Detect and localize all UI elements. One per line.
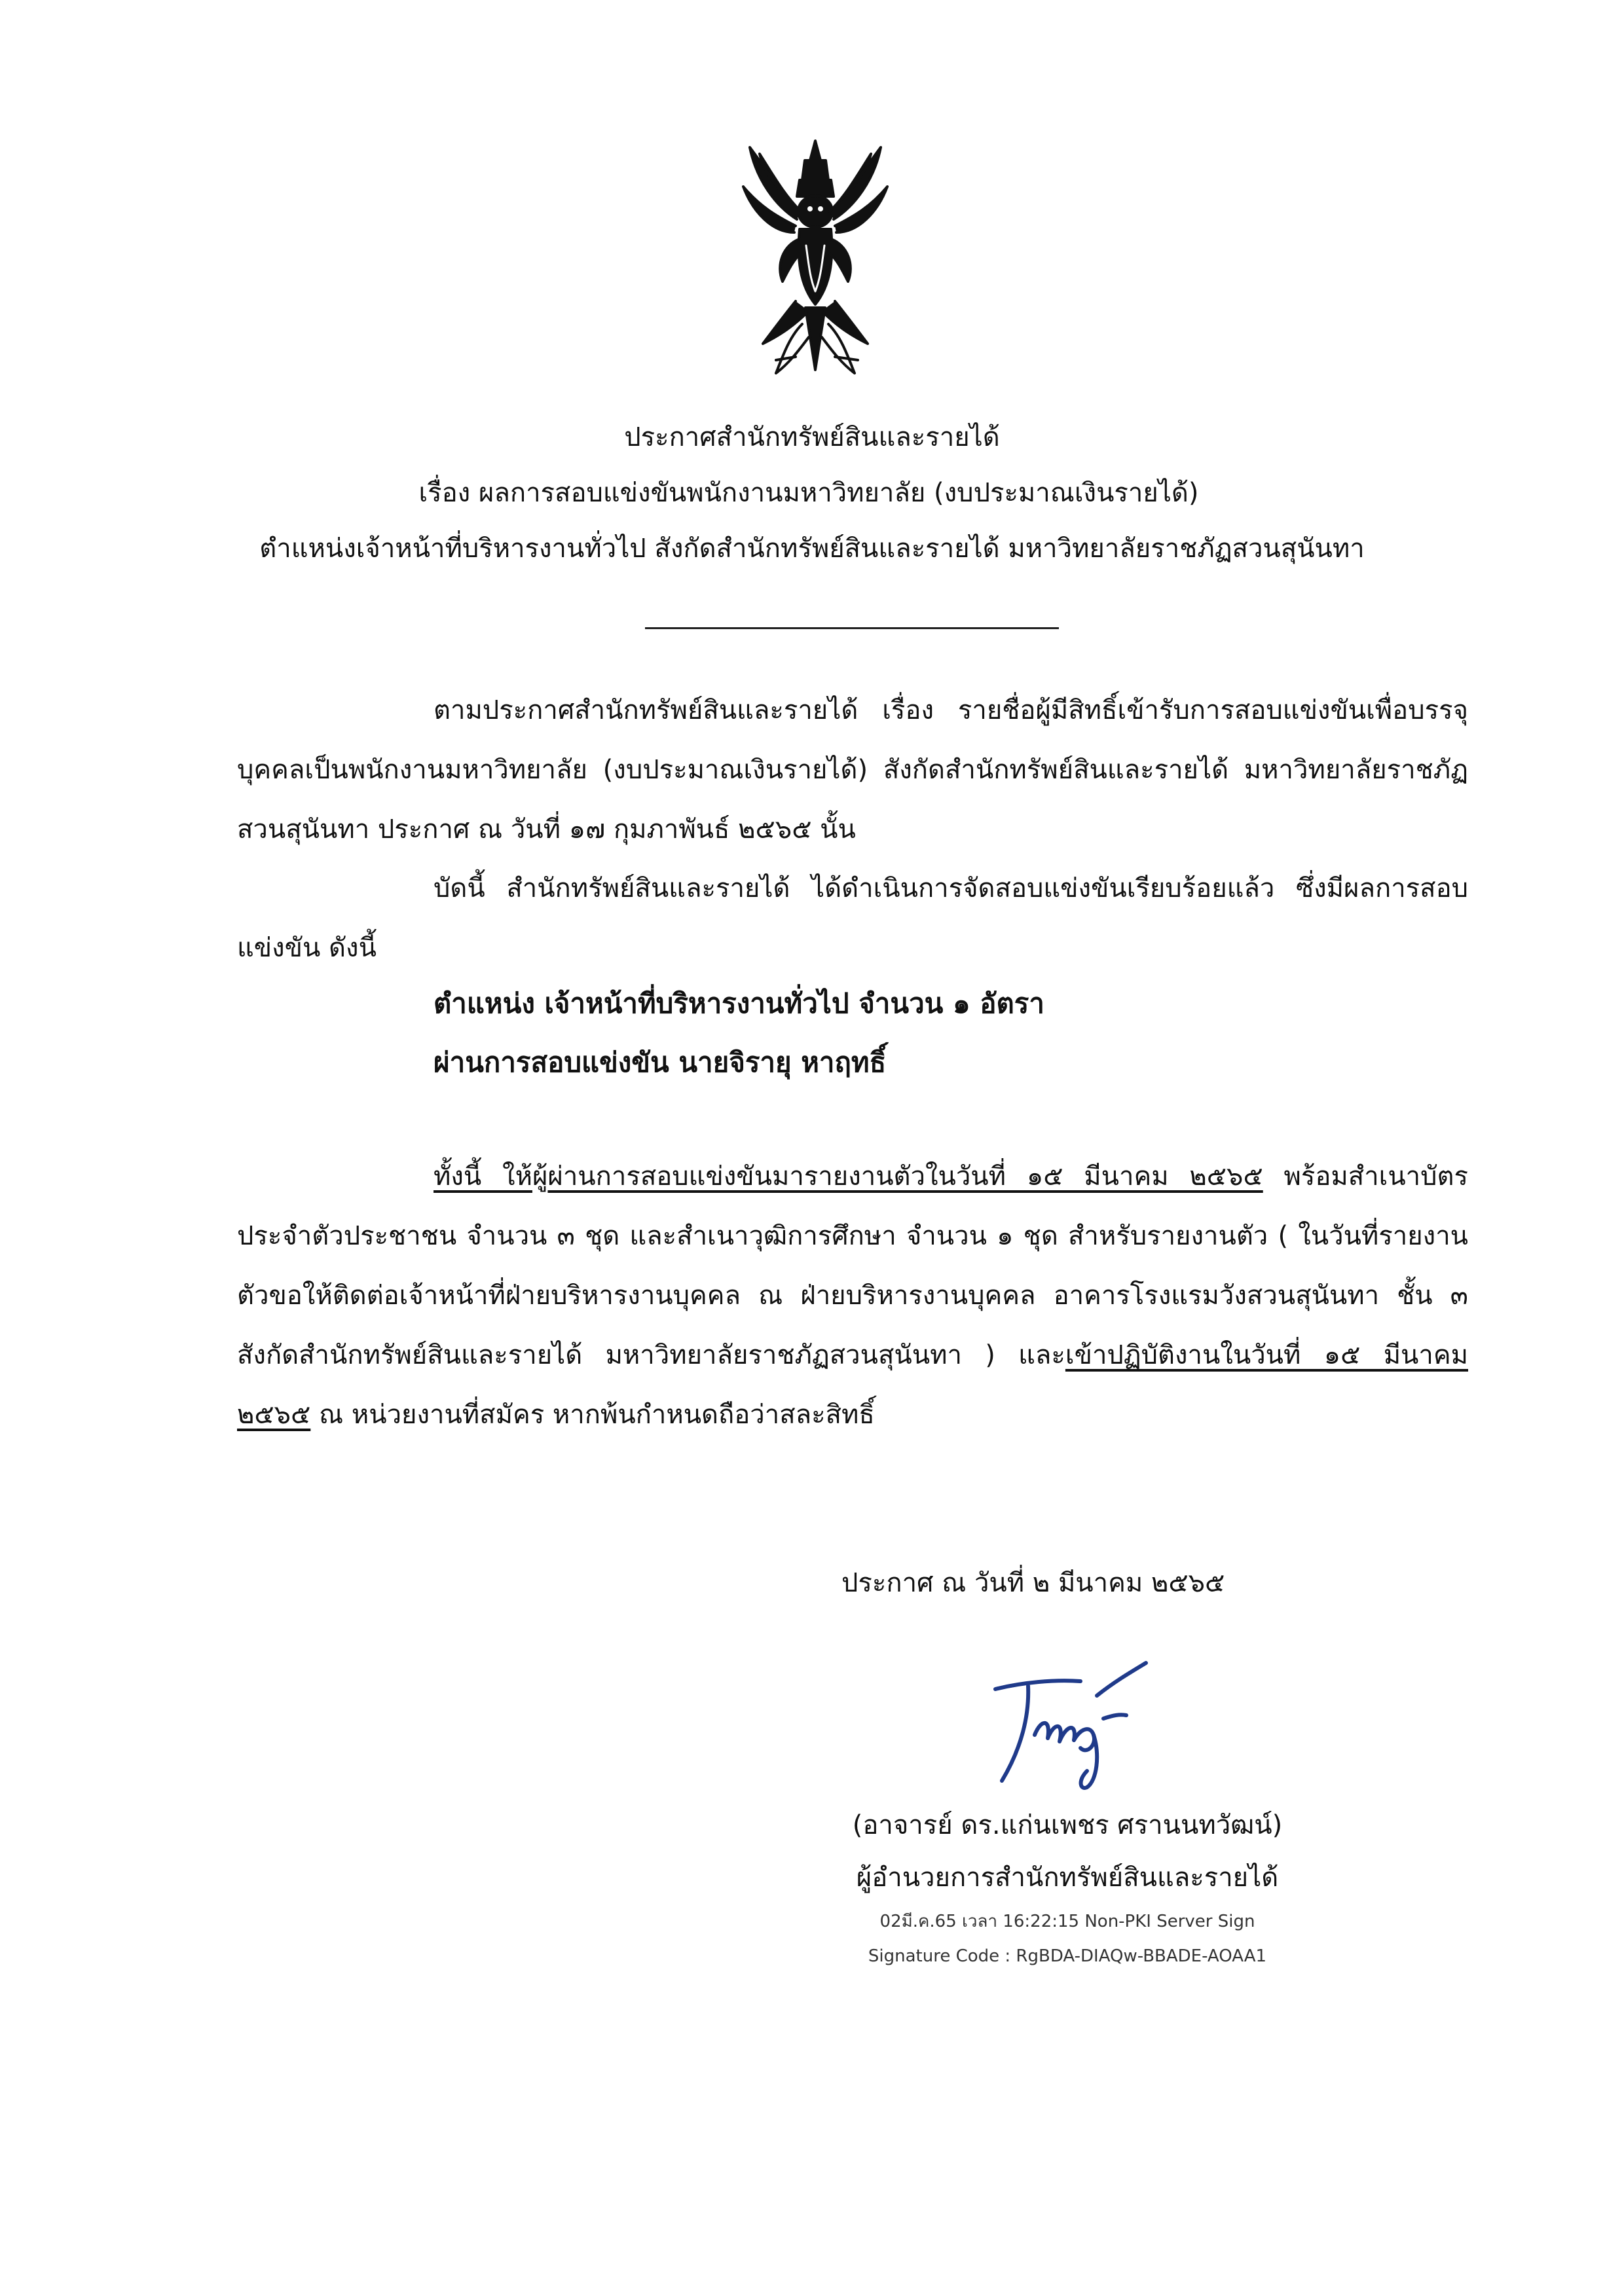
result-passed-candidate: ผ่านการสอบแข่งขัน นายจิรายุ หาฤทธิ์ — [434, 1046, 887, 1078]
paragraph-3-underlined-2: ผ่านการสอบแข่งขันมารายงานตัวในวันที่ ๑๕ มีนาคม ๒๕๖๕ — [547, 1161, 1263, 1192]
body-paragraph-3 — [237, 1147, 1468, 1445]
paragraph-3-text-3: ณ หน่วยงานที่สมัคร หากพ้นกำหนดถือว่าสละสิทธิ์ — [310, 1400, 875, 1430]
paragraph-3-text-1: ผู้ — [532, 1161, 548, 1192]
paragraph-1-text: ตามประกาศสำนักทรัพย์สินและรายได้ เรื่อง รายชื่อผู้มีสิทธิ์เข้ารับการสอบแข่งขันเพื่อบรรจุบุคคลเป็นพนักงานมหาวิทยาลัย (งบประมาณเงินรายได้) สังกัดสำนักทรัพย์สินและรายได้ มหาวิทยาลัยราชภัฏสวนสุนันทา ประกาศ ณ วันที่ ๑๗ กุมภาพันธ์ ๒๕๖๕ นั้น — [237, 695, 1468, 845]
announced-date: ประกาศ ณ วันที่ ๒ มีนาคม ๒๕๖๕ — [841, 1568, 1225, 1598]
announcement-subject: เรื่อง ผลการสอบแข่งขันพนักงานมหาวิทยาลัย (งบประมาณเงินรายได้) — [418, 478, 1199, 508]
header-divider — [645, 627, 1059, 629]
handwritten-signature-icon — [982, 1656, 1153, 1800]
announcement-position-line: ตำแหน่งเจ้าหน้าที่บริหารงานทั่วไป สังกัดสำนักทรัพย์สินและรายได้ มหาวิทยาลัยราชภัฏสวนสุนันทา — [259, 534, 1365, 564]
signer-title: ผู้อำนวยการสำนักทรัพย์สินและรายได้ — [856, 1863, 1279, 1893]
digital-sign-timestamp: 02มี.ค.65 เวลา 16:22:15 Non-PKI Server Sign — [879, 1912, 1255, 1931]
body-paragraph-2 — [237, 859, 1468, 978]
body-paragraph-1 — [237, 681, 1468, 860]
paragraph-3-underlined-3: เข้าปฏิบัติงานในวันที่ ๑๕ มีนาคม ๒๕๖๕ — [237, 1340, 1468, 1430]
signer-name: (อาจารย์ ดร.แก่นเพชร ศรานนทวัฒน์) — [852, 1810, 1283, 1840]
digital-sign-code: Signature Code : RgBDA-DIAQw-BBADE-AOAA1 — [868, 1946, 1267, 1966]
paragraph-2-text: บัดนี้ สำนักทรัพย์สินและรายได้ ได้ดำเนินการจัดสอบแข่งขันเรียบร้อยแล้ว ซึ่งมีผลการสอบแข่งขัน ดังนี้ — [237, 873, 1468, 963]
garuda-emblem-icon — [737, 134, 894, 383]
announcement-title: ประกาศสำนักทรัพย์สินและรายได้ — [624, 422, 1000, 452]
paragraph-3-text-2: พร้อมสำเนาบัตรประจำตัวประชาชน จำนวน ๓ ชุด และสำเนาวุฒิการศึกษา จำนวน ๑ ชุด สำหรับรายงานตัว ( ในวันที่รายงานตัวขอให้ติดต่อเจ้าหน้าที่ฝ่ายบริหารงานบุคคล ณ ฝ่ายบริหารงานบุคคล อาคารโรงแรมวังสวนสุนันทา ชั้น ๓ สังกัดสำนักทรัพย์สินและรายได้ มหาวิทยาลัยราชภัฏสวนสุนันทา ) และ — [237, 1161, 1468, 1370]
paragraph-3-underlined-1: ทั้งนี้ ให้ — [434, 1161, 532, 1192]
result-position: ตำแหน่ง เจ้าหน้าที่บริหารงานทั่วไป จำนวน ๑ อัตรา — [434, 987, 1044, 1019]
